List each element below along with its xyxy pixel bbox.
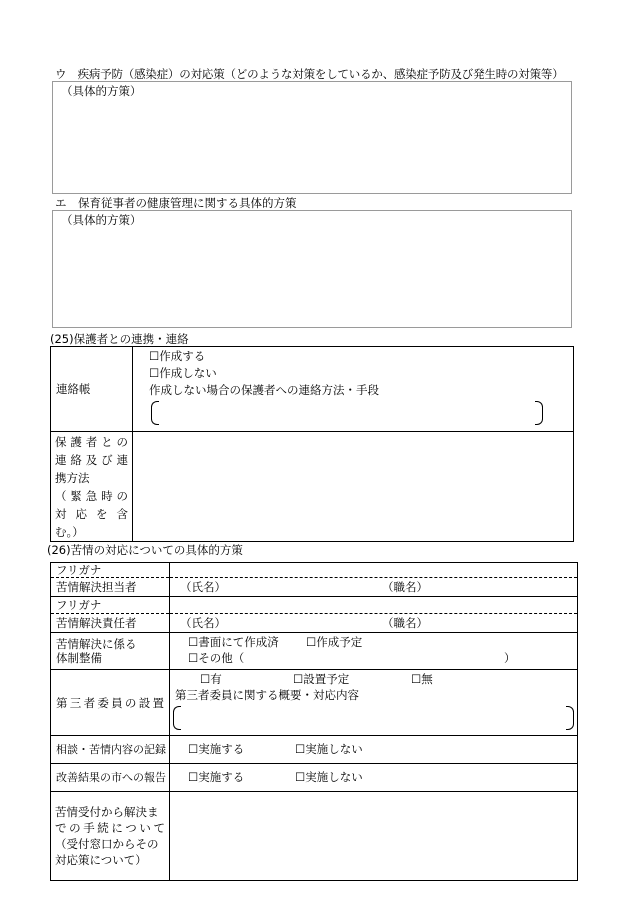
contact-method-label-line: 連絡及び連	[55, 452, 128, 467]
report-opt-not[interactable]: ☐実施しない	[295, 770, 363, 784]
procedure-label-line: 苦情受付から解決ま	[55, 805, 159, 819]
parent-contact-table	[50, 346, 574, 542]
contact-method-label-line: む。）	[55, 524, 84, 539]
contact-method-input[interactable]	[133, 432, 574, 542]
handler-furigana-input[interactable]	[170, 563, 578, 578]
section-e-box-label: （具体的方策）	[61, 213, 142, 227]
contact-method-label-line: （緊急時の	[55, 488, 128, 503]
responsible-input[interactable]	[170, 614, 578, 633]
contact-method-label-line: 携方法	[55, 470, 90, 485]
section-u-textbox[interactable]	[52, 81, 572, 194]
system-close-paren: ）	[504, 651, 516, 665]
system-label-line1: 苦情解決に係る	[56, 637, 137, 651]
contact-method-label-line: 保護者との	[55, 434, 128, 449]
section-u-heading: ウ 疾病予防（感染症）の対応策（どのような対策をしているか、感染症予防及び発生時の対策等）	[55, 67, 564, 81]
system-opt-written[interactable]: ☐書面にて作成済	[188, 635, 279, 649]
procedure-row	[51, 792, 578, 881]
third-party-bracket-right	[566, 706, 574, 730]
system-label-line2: 体制整備	[56, 651, 102, 665]
third-party-opt-planned[interactable]: ☐設置予定	[293, 672, 350, 686]
procedure-label	[51, 792, 170, 881]
responsible-furigana-row	[51, 597, 578, 614]
complaint-table	[50, 562, 578, 881]
third-party-summary: 第三者委員に関する概要・対応内容	[175, 688, 359, 702]
renrakucho-bracket-left	[151, 401, 159, 425]
record-row	[51, 736, 578, 764]
report-opt-do[interactable]: ☐実施する	[188, 770, 245, 784]
report-label: 改善結果の市への報告	[51, 764, 170, 792]
handler-furigana-label: フリガナ	[51, 563, 170, 578]
renrakucho-label: 連絡帳	[51, 347, 133, 432]
procedure-label-line: 対応策について）	[55, 853, 147, 867]
handler-furigana-row	[51, 563, 578, 578]
responsible-furigana-label: フリガナ	[51, 597, 170, 614]
renrakucho-option-not-create[interactable]: ☐作成しない	[149, 366, 217, 380]
renrakucho-bracket-right	[535, 401, 543, 425]
responsible-label: 苦情解決責任者	[51, 614, 170, 633]
handler-position-label: （職名）	[382, 580, 428, 594]
handler-input[interactable]	[170, 578, 578, 597]
responsible-name-label: （氏名）	[180, 616, 226, 630]
contact-method-label-line: 対応を含	[55, 506, 128, 521]
section-e-textbox[interactable]	[52, 210, 572, 328]
contact-method-row	[51, 432, 574, 542]
responsible-row	[51, 614, 578, 633]
section-e-heading: エ 保育従事者の健康管理に関する具体的方策	[55, 196, 297, 210]
handler-label: 苦情解決担当者	[51, 578, 170, 597]
system-opt-other[interactable]: ☐その他（	[188, 651, 245, 665]
procedure-label-line: での手続について	[55, 821, 165, 835]
third-party-bracket-left	[173, 706, 181, 730]
system-opt-planned[interactable]: ☐作成予定	[306, 635, 363, 649]
renrakucho-not-create-note: 作成しない場合の保護者への連絡方法・手段	[149, 383, 379, 397]
third-party-opt-none[interactable]: ☐無	[411, 672, 433, 686]
system-label	[51, 633, 170, 670]
section-25-heading: (25)保護者との連携・連絡	[50, 332, 189, 346]
contact-method-label	[51, 432, 133, 542]
renrakucho-row	[51, 347, 574, 432]
third-party-label: 第三者委員の設置	[51, 670, 170, 736]
handler-row	[51, 578, 578, 597]
handler-name-label: （氏名）	[180, 580, 226, 594]
responsible-position-label: （職名）	[382, 616, 428, 630]
report-row	[51, 764, 578, 792]
section-26-heading: (26)苦情の対応についての具体的方策	[47, 543, 243, 557]
section-u-box-label: （具体的方策）	[61, 84, 142, 98]
procedure-label-line: （受付窓口からその	[55, 837, 159, 851]
record-opt-do[interactable]: ☐実施する	[188, 742, 245, 756]
third-party-row	[51, 670, 578, 736]
system-row	[51, 633, 578, 670]
responsible-furigana-input[interactable]	[170, 597, 578, 614]
renrakucho-option-create[interactable]: ☐作成する	[149, 349, 206, 363]
procedure-input[interactable]	[170, 792, 578, 881]
third-party-opt-yes[interactable]: ☐有	[200, 672, 222, 686]
record-opt-not[interactable]: ☐実施しない	[295, 742, 363, 756]
record-label: 相談・苦情内容の記録	[51, 736, 170, 764]
